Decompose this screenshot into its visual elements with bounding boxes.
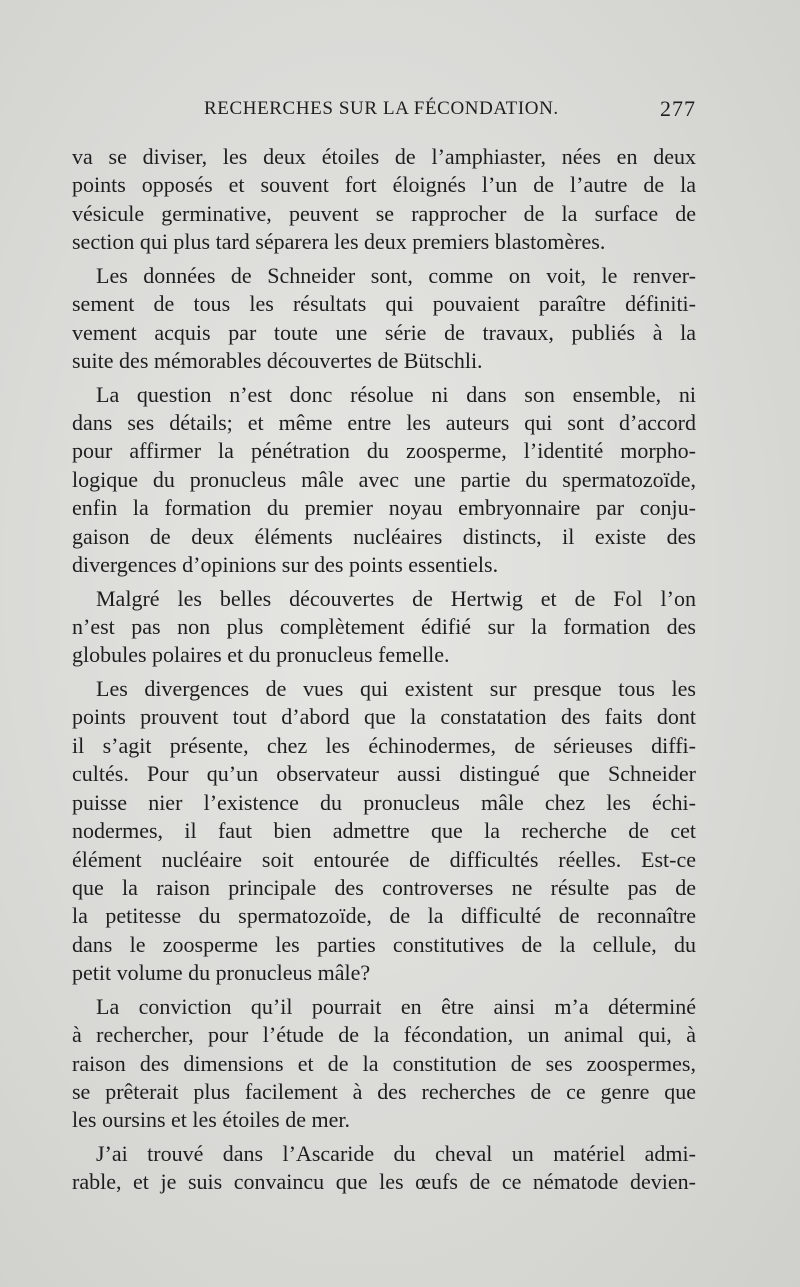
paragraph-1 (72, 143, 696, 257)
running-head: RECHERCHES SUR LA FÉCONDATION. (204, 98, 559, 119)
text-line: raison des dimensions et de la constitution de ses zoospermes, (72, 1050, 696, 1076)
paragraph-4 (72, 585, 696, 670)
text-line: Les données de Schneider sont, comme on voit, le renver- (96, 262, 696, 288)
text-line: la petitesse du spermatozoïde, de la difficulté de reconnaître (72, 903, 696, 929)
text-line: divergences d’opinions sur des points essentiels. (72, 552, 499, 578)
paragraph-3 (72, 381, 696, 580)
text-line: points opposés et souvent fort éloignés l’un de l’autre de la (72, 172, 696, 198)
page-header (72, 98, 696, 128)
text-line: il s’agit présente, chez les échinodermes, de sérieuses diffi- (72, 732, 696, 758)
text-line: que la raison principale des controverses ne résulte pas de (72, 874, 696, 900)
text-line: cultés. Pour qu’un observateur aussi distingué que Schneider (72, 761, 696, 787)
text-line: les oursins et les étoiles de mer. (72, 1107, 350, 1133)
text-line: dans ses détails; et même entre les auteurs qui sont d’accord (72, 409, 696, 435)
text-line: se prêterait plus facilement à des recherches de ce genre que (72, 1079, 696, 1104)
body-text (72, 143, 696, 1197)
page-number: 277 (660, 96, 696, 121)
text-line: élément nucléaire soit entourée de difficultés réelles. Est-ce (72, 846, 696, 872)
text-line: pour affirmer la pénétration du zoosperme, l’identité morpho- (72, 438, 696, 464)
text-line: logique du pronucleus mâle avec une partie du spermatozoïde, (72, 466, 696, 492)
text-line: n’est pas non plus complètement édifié sur la formation des (72, 614, 696, 639)
paragraph-7 (72, 1140, 696, 1197)
text-line: va se diviser, les deux étoiles de l’amphiaster, nées en deux (72, 144, 696, 169)
text-line: La conviction qu’il pourrait en être ainsi m’a déterminé (96, 993, 696, 1019)
text-line: enfin la formation du premier noyau embryonnaire par conju- (72, 495, 696, 521)
text-line: à rechercher, pour l’étude de la fécondation, un animal qui, à (72, 1022, 696, 1048)
text-line: vésicule germinative, peuvent se rapprocher de la surface de (72, 200, 696, 226)
text-line: puisse nier l’existence du pronucleus mâle chez les échi- (72, 789, 696, 815)
paragraph-6 (72, 993, 696, 1135)
text-line: globules polaires et du pronucleus femelle. (72, 642, 450, 668)
text-line: section qui plus tard séparera les deux premiers blastomères. (72, 229, 606, 255)
text-line: sement de tous les résultats qui pouvaient paraître définiti- (72, 291, 696, 317)
text-line: rable, et je suis convaincu que les œufs de ce nématode devien- (72, 1169, 696, 1195)
text-line: gaison de deux éléments nucléaires distincts, il existe des (72, 523, 696, 549)
text-line: petit volume du pronucleus mâle? (72, 960, 371, 986)
text-line: suite des mémorables découvertes de Bütschli. (72, 348, 483, 374)
text-line: J’ai trouvé dans l’Ascaride du cheval un matériel admi- (96, 1140, 696, 1166)
text-line: vement acquis par toute une série de travaux, publiés à la (72, 319, 696, 345)
paragraph-5 (72, 675, 696, 988)
text-line: Les divergences de vues qui existent sur presque tous les (96, 675, 696, 701)
paragraph-2 (72, 262, 696, 376)
text-line: dans le zoosperme les parties constitutives de la cellule, du (72, 931, 696, 957)
text-line: nodermes, il faut bien admettre que la recherche de cet (72, 818, 696, 844)
text-line: La question n’est donc résolue ni dans son ensemble, ni (96, 381, 696, 407)
text-line: points prouvent tout d’abord que la constatation des faits dont (72, 704, 696, 730)
text-line: Malgré les belles découvertes de Hertwig et de Fol l’on (96, 585, 696, 611)
